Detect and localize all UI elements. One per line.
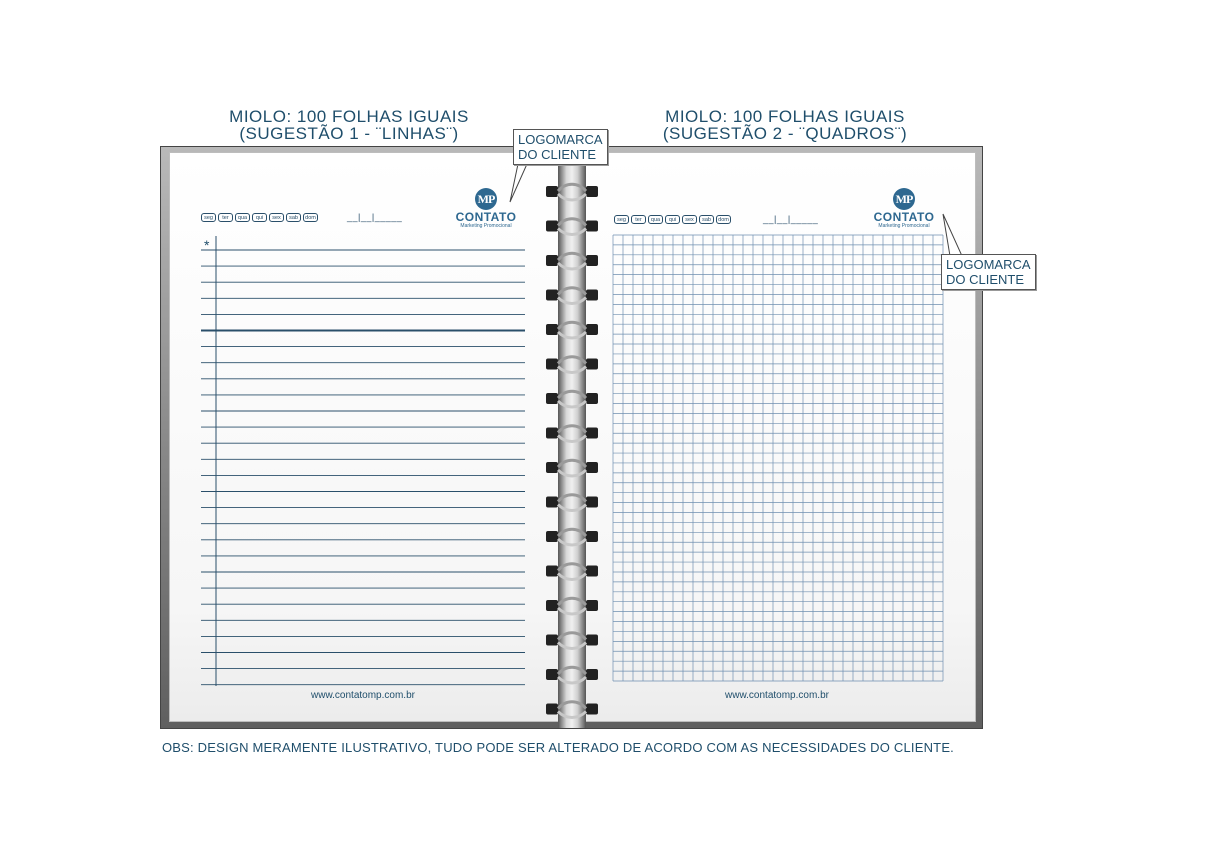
right-weekday-boxes <box>614 215 731 224</box>
right-page-title <box>620 108 950 142</box>
right-page-url: www.contatomp.com.br <box>725 690 829 701</box>
weekday-box-sex: sex <box>269 213 284 222</box>
spiral-ring <box>546 495 598 511</box>
left-star-mark: * <box>204 237 210 253</box>
spiral-ring <box>546 357 598 373</box>
weekday-box-qui: qui <box>665 215 680 224</box>
left-logo-tagline: Marketing Promocional <box>460 223 512 229</box>
left-logo <box>441 188 531 229</box>
weekday-box-sab: sab <box>286 213 301 222</box>
spiral-ring <box>546 702 598 718</box>
spiral-ring <box>546 391 598 407</box>
spiral-ring <box>546 426 598 442</box>
spiral-ring <box>546 598 598 614</box>
left-page-url: www.contatomp.com.br <box>311 690 415 701</box>
spiral-ring <box>546 633 598 649</box>
left-callout-line1: LOGOMARCA <box>518 132 603 147</box>
spiral-ring <box>546 667 598 683</box>
left-title-line1: MIOLO: 100 FOLHAS IGUAIS <box>229 107 469 126</box>
weekday-box-seg: seg <box>201 213 216 222</box>
right-callout-line2: DO CLIENTE <box>946 272 1025 287</box>
left-title-line2: (SUGESTÃO 1 - ¨LINHAS¨) <box>239 124 459 143</box>
spiral-ring <box>546 564 598 580</box>
left-logo-mark: MP <box>475 188 497 210</box>
weekday-box-dom: dom <box>303 213 318 222</box>
spiral-ring <box>546 288 598 304</box>
spiral-binding <box>538 150 608 730</box>
right-date-field: __|__|_____ <box>763 214 819 224</box>
spiral-ring <box>546 253 598 269</box>
left-logo-callout <box>513 129 608 165</box>
right-title-line2: (SUGESTÃO 2 - ¨QUADROS¨) <box>662 124 908 143</box>
weekday-box-ter: ter <box>218 213 233 222</box>
right-logo <box>859 188 949 229</box>
left-ruled-lines <box>195 230 535 690</box>
weekday-box-qui: qui <box>252 213 267 222</box>
left-callout-line2: DO CLIENTE <box>518 147 597 162</box>
right-logo-mark: MP <box>893 188 915 210</box>
right-title-line1: MIOLO: 100 FOLHAS IGUAIS <box>665 107 905 126</box>
spiral-ring <box>546 219 598 235</box>
weekday-box-dom: dom <box>716 215 731 224</box>
left-date-field: __|__|_____ <box>347 212 403 222</box>
spiral-ring <box>546 529 598 545</box>
spiral-ring <box>546 460 598 476</box>
right-logo-tagline: Marketing Promocional <box>878 223 930 229</box>
right-logo-callout <box>941 254 1036 290</box>
weekday-box-qua: qua <box>235 213 250 222</box>
observation-note: OBS: DESIGN MERAMENTE ILUSTRATIVO, TUDO PODE SER ALTERADO DE ACORDO COM AS NECESSIDADES DO CLIENTE. <box>162 740 954 755</box>
weekday-box-qua: qua <box>648 215 663 224</box>
weekday-box-seg: seg <box>614 215 629 224</box>
weekday-box-sex: sex <box>682 215 697 224</box>
right-logo-brand: CONTATO <box>873 210 935 224</box>
spiral-ring <box>546 184 598 200</box>
weekday-box-sab: sab <box>699 215 714 224</box>
left-page-title <box>184 108 514 142</box>
weekday-box-ter: ter <box>631 215 646 224</box>
left-weekday-boxes <box>201 213 318 222</box>
right-callout-line1: LOGOMARCA <box>946 257 1031 272</box>
spiral-ring <box>546 322 598 338</box>
left-logo-brand: CONTATO <box>455 210 517 224</box>
right-grid <box>612 234 944 682</box>
